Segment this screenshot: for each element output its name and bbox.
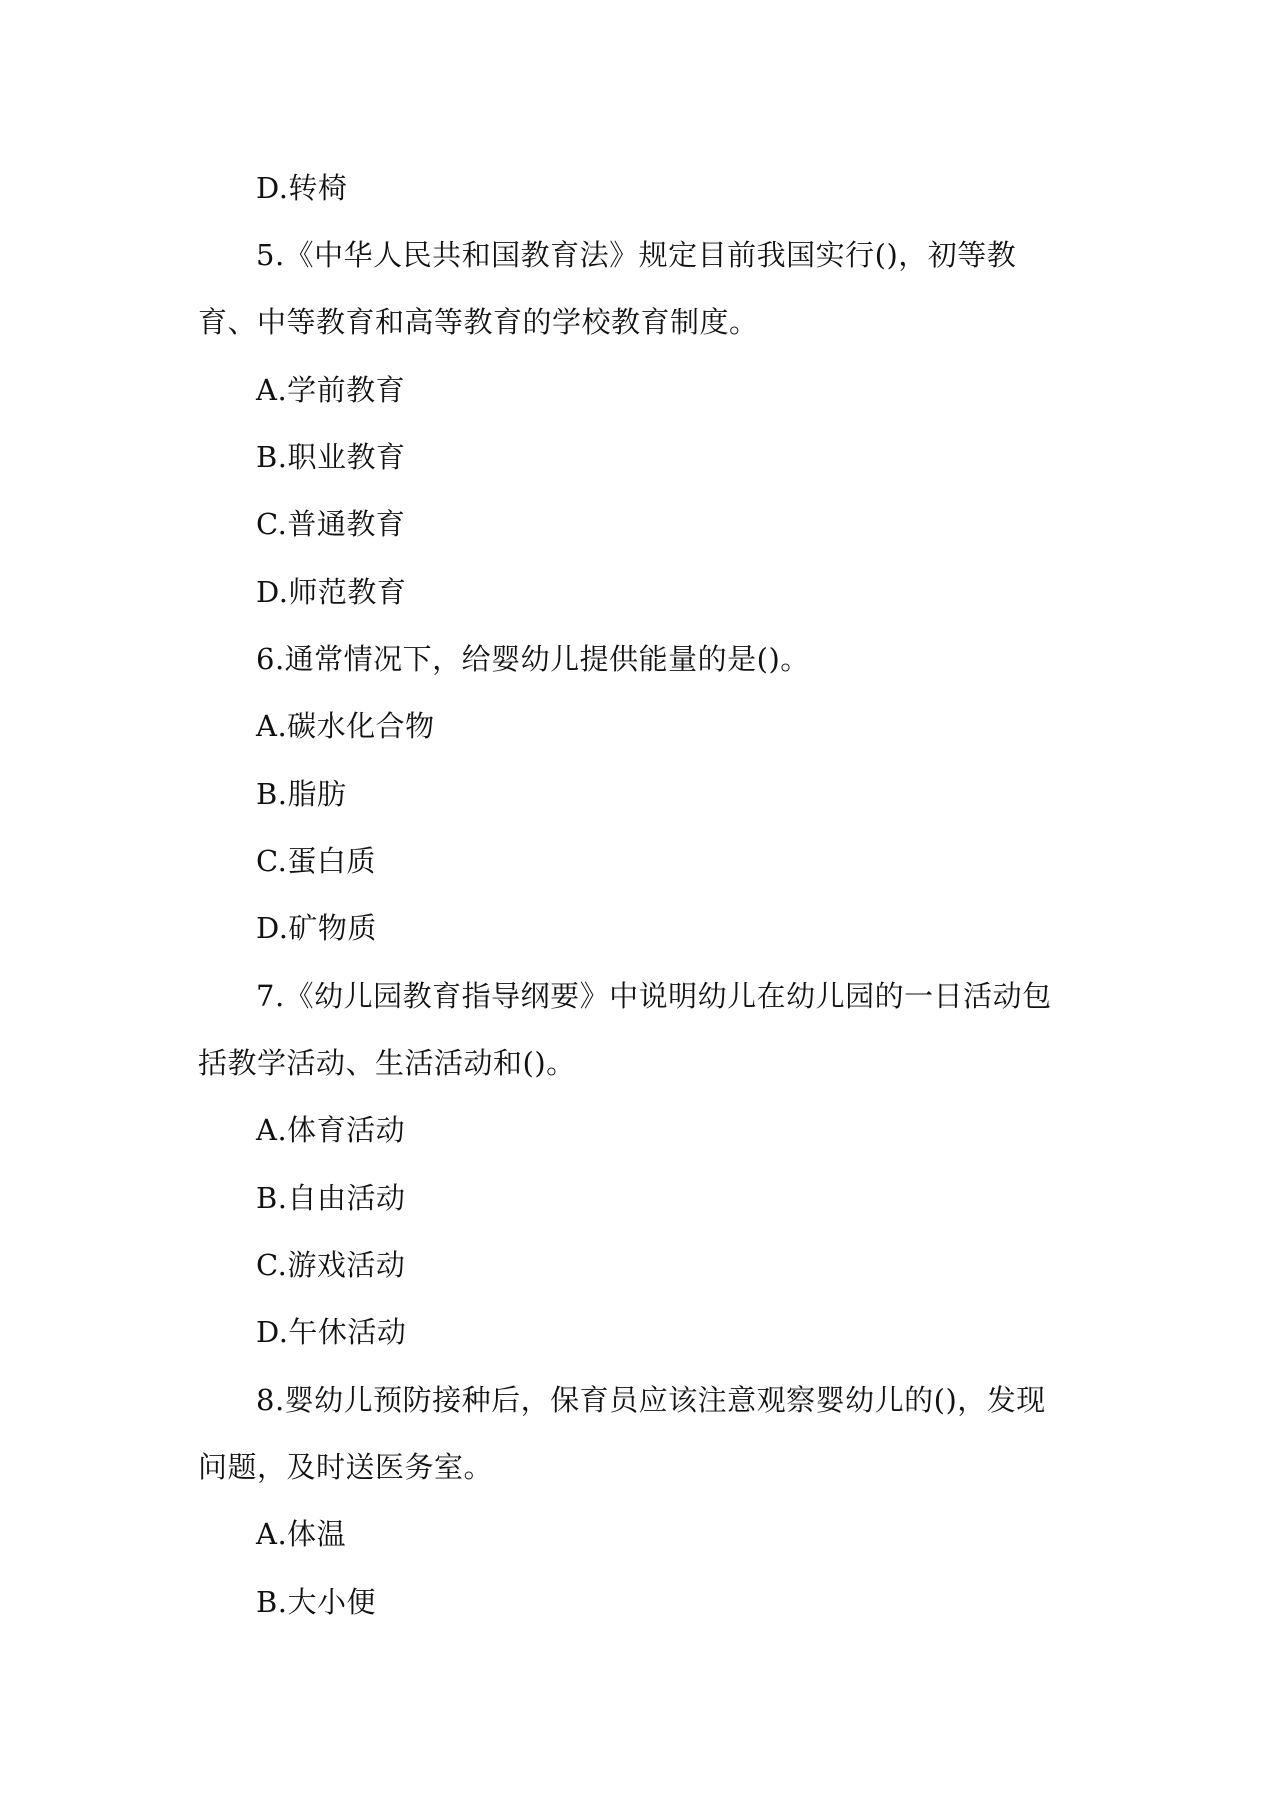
q6-option-a: A.碳水化合物 bbox=[256, 709, 435, 743]
q4-option-d: D.转椅 bbox=[256, 171, 348, 205]
q7-stem-line-2: 括教学活动、生活活动和()。 bbox=[198, 1046, 576, 1080]
q5-option-b: B.职业教育 bbox=[256, 440, 406, 474]
q8-option-b: B.大小便 bbox=[256, 1585, 377, 1619]
q5-option-a: A.学前教育 bbox=[256, 373, 406, 407]
q5-stem-line-2: 育、中等教育和高等教育的学校教育制度。 bbox=[198, 305, 759, 339]
q7-option-c: C.游戏活动 bbox=[256, 1248, 406, 1282]
q8-option-a: A.体温 bbox=[256, 1517, 347, 1551]
q7-option-d: D.午休活动 bbox=[256, 1315, 407, 1349]
q7-option-a: A.体育活动 bbox=[256, 1113, 406, 1147]
q5-option-c: C.普通教育 bbox=[256, 507, 406, 541]
q8-stem-line-2: 问题，及时送医务室。 bbox=[198, 1450, 494, 1484]
q6-option-c: C.蛋白质 bbox=[256, 844, 376, 878]
q6-stem: 6.通常情况下，给婴幼儿提供能量的是()。 bbox=[256, 642, 810, 676]
q7-option-b: B.自由活动 bbox=[256, 1181, 406, 1215]
q6-option-d: D.矿物质 bbox=[256, 911, 377, 945]
q6-option-b: B.脂肪 bbox=[256, 777, 347, 811]
q5-option-d: D.师范教育 bbox=[256, 575, 407, 609]
q7-stem-line-1: 7.《幼儿园教育指导纲要》中说明幼儿在幼儿园的一日活动包 bbox=[256, 979, 1052, 1013]
q8-stem-line-1: 8.婴幼儿预防接种后，保育员应该注意观察婴幼儿的()，发现 bbox=[256, 1383, 1046, 1417]
q5-stem-line-1: 5.《中华人民共和国教育法》规定目前我国实行()，初等教 bbox=[256, 238, 1017, 272]
